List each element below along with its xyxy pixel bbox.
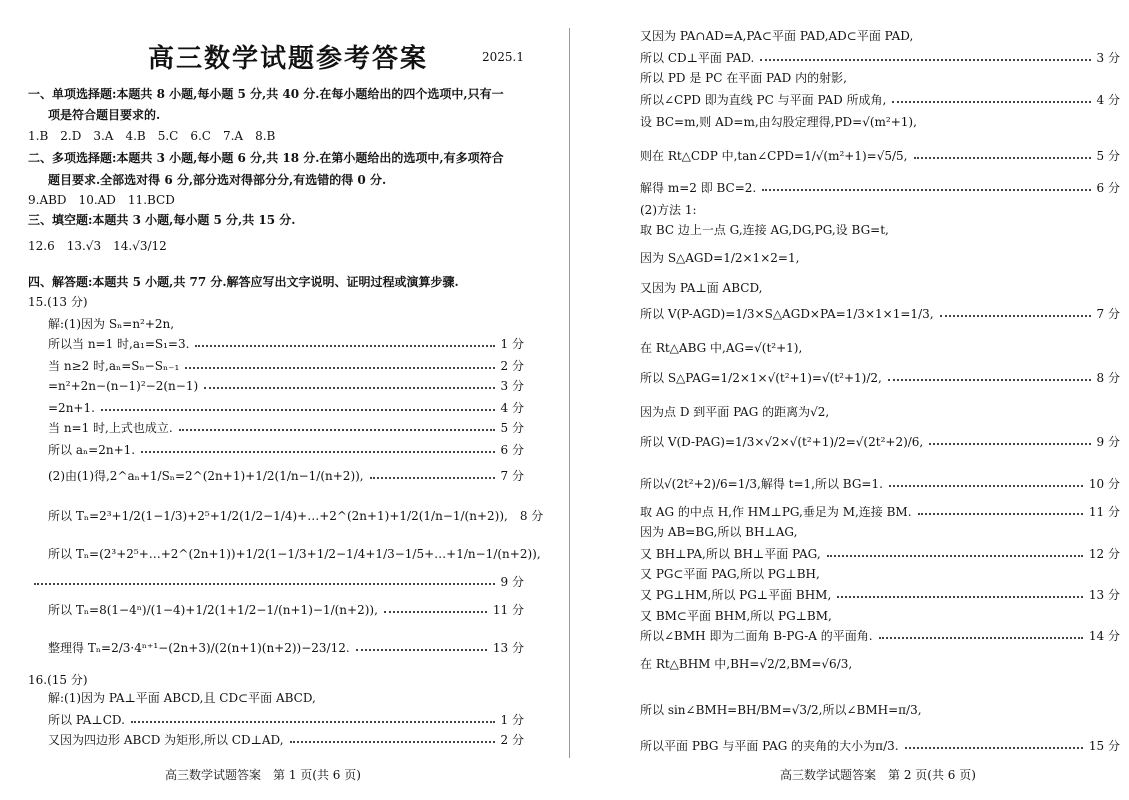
answer-text: 又 BH⊥PA,所以 BH⊥平面 PAG, bbox=[640, 547, 821, 561]
dot-leader bbox=[141, 451, 494, 453]
answer-line bbox=[28, 544, 541, 564]
answer-text: 二、多项选择题:本题共 3 小题,每小题 6 分,共 18 分.在第小题给出的选项中,有多项符合 bbox=[28, 151, 504, 165]
answer-line bbox=[28, 148, 524, 168]
answer-line bbox=[640, 112, 1120, 132]
answer-line bbox=[640, 585, 1120, 605]
score-label: 9 分 bbox=[1096, 435, 1120, 449]
answer-line bbox=[28, 314, 524, 334]
answer-text: 解:(1)因为 Sₙ=n²+2n, bbox=[48, 317, 175, 331]
score-label: 5 分 bbox=[1096, 149, 1120, 163]
answer-line bbox=[28, 730, 524, 750]
answer-line bbox=[28, 638, 524, 658]
answer-text: 所以 V(D-PAG)=1/3×√2×√(t²+1)/2=√(2t²+2)/6, bbox=[640, 435, 924, 449]
answer-text: 取 BC 边上一点 G,连接 AG,DG,PG,设 BG=t, bbox=[640, 223, 889, 237]
answer-line bbox=[28, 440, 524, 460]
answer-text: 所以 Tₙ=(2³+2⁵+…+2^(2n+1))+1/2(1−1/3+1/2−1/4+1/3−1/5+…+1/n−1/(n+2)), bbox=[48, 547, 541, 561]
dot-leader bbox=[889, 485, 1083, 487]
answer-line bbox=[640, 178, 1120, 198]
dot-leader bbox=[101, 409, 495, 411]
answer-line bbox=[28, 506, 544, 526]
answer-line bbox=[28, 600, 524, 620]
answer-line bbox=[640, 700, 1120, 720]
dot-leader bbox=[762, 189, 1090, 191]
dot-leader bbox=[879, 637, 1083, 639]
answer-text: 整理得 Tₙ=2/3·4ⁿ⁺¹−(2n+3)/(2(n+1)(n+2))−23/12. bbox=[48, 641, 350, 655]
dot-leader bbox=[892, 101, 1090, 103]
answer-line bbox=[640, 68, 1120, 88]
dot-leader bbox=[179, 429, 495, 431]
answer-line bbox=[28, 292, 524, 312]
score-label: 15 分 bbox=[1088, 739, 1120, 753]
answer-text: 15.(13 分) bbox=[28, 295, 88, 309]
answer-line bbox=[640, 220, 1120, 240]
answer-line bbox=[640, 522, 1120, 542]
score-label: 14 分 bbox=[1088, 629, 1120, 643]
score-label: 2 分 bbox=[500, 359, 524, 373]
score-label: 4 分 bbox=[1096, 93, 1120, 107]
dot-leader bbox=[131, 721, 495, 723]
answer-text: 所以 Tₙ=2³+1/2(1−1/3)+2⁵+1/2(1/2−1/4)+…+2^(2n+1)+1/2(1/n−1/(n+2)), bbox=[48, 509, 508, 523]
score-label: 4 分 bbox=[500, 401, 524, 415]
answer-line bbox=[28, 710, 524, 730]
answer-text: 所以 CD⊥平面 PAD. bbox=[640, 51, 755, 65]
answer-text: =n²+2n−(n−1)²−2(n−1) bbox=[48, 379, 199, 393]
score-label: 10 分 bbox=[1088, 477, 1120, 491]
answer-line bbox=[28, 572, 524, 592]
answer-line bbox=[28, 356, 524, 376]
answer-line bbox=[640, 606, 1120, 626]
answer-line bbox=[640, 564, 1120, 584]
answer-line bbox=[640, 200, 1120, 220]
answer-text: 所以√(2t²+2)/6=1/3,解得 t=1,所以 BG=1. bbox=[640, 477, 883, 491]
answer-line bbox=[28, 84, 524, 104]
exam-date: 2025.1 bbox=[482, 50, 524, 64]
answer-line bbox=[28, 236, 524, 256]
answer-line bbox=[28, 272, 524, 292]
answer-text: 则在 Rt△CDP 中,tan∠CPD=1/√(m²+1)=√5/5, bbox=[640, 149, 908, 163]
answer-text: 1.B 2.D 3.A 4.B 5.C 6.C 7.A 8.B bbox=[28, 129, 276, 143]
answer-line bbox=[28, 688, 524, 708]
answer-text: 所以 aₙ=2n+1. bbox=[48, 443, 136, 457]
answer-text: 所以 V(P-AGD)=1/3×S△AGD×PA=1/3×1×1=1/3, bbox=[640, 307, 934, 321]
score-label: 2 分 bbox=[500, 733, 524, 747]
answer-text: 所以∠BMH 即为二面角 B-PG-A 的平面角. bbox=[640, 629, 873, 643]
answer-line bbox=[28, 418, 524, 438]
score-label: 3 分 bbox=[500, 379, 524, 393]
answer-text: 项是符合题目要求的. bbox=[48, 108, 161, 122]
answer-line bbox=[28, 376, 524, 396]
score-label: 6 分 bbox=[500, 443, 524, 457]
score-label: 8 分 bbox=[519, 509, 544, 523]
answer-text: 当 n=1 时,上式也成立. bbox=[48, 421, 173, 435]
score-label: 13 分 bbox=[492, 641, 524, 655]
answer-line bbox=[640, 502, 1120, 522]
dot-leader bbox=[34, 583, 495, 585]
answer-line bbox=[640, 26, 1120, 46]
score-label: 8 分 bbox=[1096, 371, 1120, 385]
answer-line bbox=[28, 105, 524, 125]
dot-leader bbox=[195, 345, 494, 347]
dot-leader bbox=[185, 367, 494, 369]
score-label: 9 分 bbox=[500, 575, 524, 589]
answer-text: 在 Rt△ABG 中,AG=√(t²+1), bbox=[640, 341, 803, 355]
dot-leader bbox=[384, 611, 487, 613]
answer-text: 解得 m=2 即 BC=2. bbox=[640, 181, 757, 195]
answer-line bbox=[28, 190, 524, 210]
answer-line bbox=[28, 126, 524, 146]
score-label: 1 分 bbox=[500, 337, 524, 351]
answer-text: 9.ABD 10.AD 11.BCD bbox=[28, 193, 175, 207]
answer-line bbox=[28, 210, 524, 230]
answer-text: 当 n≥2 时,aₙ=Sₙ−Sₙ₋₁ bbox=[48, 359, 180, 373]
answer-line bbox=[28, 170, 524, 190]
answer-line bbox=[640, 402, 1120, 422]
answer-text: 又 PG⊂平面 PAG,所以 PG⊥BH, bbox=[640, 567, 820, 581]
answer-text: 取 AG 的中点 H,作 HM⊥PG,垂足为 M,连接 BM. bbox=[640, 505, 912, 519]
dot-leader bbox=[760, 59, 1090, 61]
answer-line bbox=[640, 278, 1120, 298]
answer-text: 又 BM⊂平面 BHM,所以 PG⊥BM, bbox=[640, 609, 832, 623]
answer-text: 一、单项选择题:本题共 8 小题,每小题 5 分,共 40 分.在每小题给出的四个选项中,只有一 bbox=[28, 87, 504, 101]
answer-line bbox=[640, 90, 1120, 110]
score-label: 11 分 bbox=[492, 603, 524, 617]
dot-leader bbox=[290, 741, 495, 743]
dot-leader bbox=[888, 379, 1091, 381]
page-2-footer: 高三数学试题答案 第 2 页(共 6 页) bbox=[780, 768, 976, 782]
answer-text: 所以 S△PAG=1/2×1×√(t²+1)=√(t²+1)/2, bbox=[640, 371, 882, 385]
answer-text: (2)方法 1: bbox=[640, 203, 697, 217]
answer-text: 又 PG⊥HM,所以 PG⊥平面 BHM, bbox=[640, 588, 832, 602]
answer-line bbox=[640, 338, 1120, 358]
answer-line bbox=[28, 334, 524, 354]
answer-text: 又因为四边形 ABCD 为矩形,所以 CD⊥AD, bbox=[48, 733, 284, 747]
answer-text: 题目要求.全部选对得 6 分,部分选对得部分分,有选错的得 0 分. bbox=[48, 173, 387, 187]
answer-text: 又因为 PA⊥面 ABCD, bbox=[640, 281, 763, 295]
answer-text: 所以 sin∠BMH=BH/BM=√3/2,所以∠BMH=π/3, bbox=[640, 703, 922, 717]
answer-line bbox=[28, 398, 524, 418]
dot-leader bbox=[905, 747, 1083, 749]
answer-text: (2)由(1)得,2^aₙ+1/Sₙ=2^(2n+1)+1/2(1/n−1/(n+2)), bbox=[48, 469, 364, 483]
dot-leader bbox=[929, 443, 1090, 445]
answer-line bbox=[640, 146, 1120, 166]
answer-text: 四、解答题:本题共 5 小题,共 77 分.解答应写出文字说明、证明过程或演算步骤. bbox=[28, 275, 459, 289]
answer-text: =2n+1. bbox=[48, 401, 95, 415]
answer-text: 设 BC=m,则 AD=m,由勾股定理得,PD=√(m²+1), bbox=[640, 115, 917, 129]
answer-line bbox=[640, 474, 1120, 494]
score-label: 12 分 bbox=[1088, 547, 1120, 561]
answer-text: 16.(15 分) bbox=[28, 673, 88, 687]
score-label: 1 分 bbox=[500, 713, 524, 727]
score-label: 5 分 bbox=[500, 421, 524, 435]
answer-text: 三、填空题:本题共 3 小题,每小题 5 分,共 15 分. bbox=[28, 213, 296, 227]
dot-leader bbox=[940, 315, 1091, 317]
score-label: 7 分 bbox=[1096, 307, 1120, 321]
answer-text: 所以当 n=1 时,a₁=S₁=3. bbox=[48, 337, 190, 351]
answer-line bbox=[28, 466, 524, 486]
dot-leader bbox=[356, 649, 487, 651]
dot-leader bbox=[918, 513, 1083, 515]
answer-text: 在 Rt△BHM 中,BH=√2/2,BM=√6/3, bbox=[640, 657, 853, 671]
answer-line bbox=[640, 626, 1120, 646]
score-label: 7 分 bbox=[500, 469, 524, 483]
answer-line bbox=[640, 248, 1120, 268]
answer-line bbox=[640, 304, 1120, 324]
answer-text: 所以 PA⊥CD. bbox=[48, 713, 125, 727]
page-1 bbox=[0, 0, 564, 800]
answer-line bbox=[640, 432, 1120, 452]
score-label: 6 分 bbox=[1096, 181, 1120, 195]
page-2 bbox=[565, 0, 1129, 800]
answer-text: 所以∠CPD 即为直线 PC 与平面 PAD 所成角, bbox=[640, 93, 887, 107]
answer-text: 因为点 D 到平面 PAG 的距离为√2, bbox=[640, 405, 830, 419]
answer-line bbox=[640, 654, 1120, 674]
answer-line bbox=[640, 368, 1120, 388]
dot-leader bbox=[204, 387, 494, 389]
answer-text: 因为 AB=BG,所以 BH⊥AG, bbox=[640, 525, 798, 539]
page-title: 高三数学试题参考答案 bbox=[148, 44, 429, 74]
score-label: 3 分 bbox=[1096, 51, 1120, 65]
answer-text: 因为 S△AGD=1/2×1×2=1, bbox=[640, 251, 800, 265]
answer-text: 12.6 13.√3 14.√3/12 bbox=[28, 239, 167, 253]
answer-line bbox=[28, 670, 524, 690]
page-1-footer: 高三数学试题答案 第 1 页(共 6 页) bbox=[165, 768, 361, 782]
dot-leader bbox=[914, 157, 1091, 159]
dot-leader bbox=[370, 477, 495, 479]
dot-leader bbox=[837, 596, 1083, 598]
answer-text: 所以 Tₙ=8(1−4ⁿ)/(1−4)+1/2(1+1/2−1/(n+1)−1/(n+2)), bbox=[48, 603, 378, 617]
answer-text: 又因为 PA∩AD=A,PA⊂平面 PAD,AD⊂平面 PAD, bbox=[640, 29, 914, 43]
answer-text: 所以平面 PBG 与平面 PAG 的夹角的大小为π/3. bbox=[640, 739, 899, 753]
answer-text: 所以 PD 是 PC 在平面 PAD 内的射影, bbox=[640, 71, 847, 85]
score-label: 13 分 bbox=[1088, 588, 1120, 602]
answer-line bbox=[640, 544, 1120, 564]
score-label: 11 分 bbox=[1088, 505, 1120, 519]
answer-line bbox=[640, 736, 1120, 756]
answer-line bbox=[640, 48, 1120, 68]
answer-text: 解:(1)因为 PA⊥平面 ABCD,且 CD⊂平面 ABCD, bbox=[48, 691, 316, 705]
dot-leader bbox=[827, 555, 1083, 557]
